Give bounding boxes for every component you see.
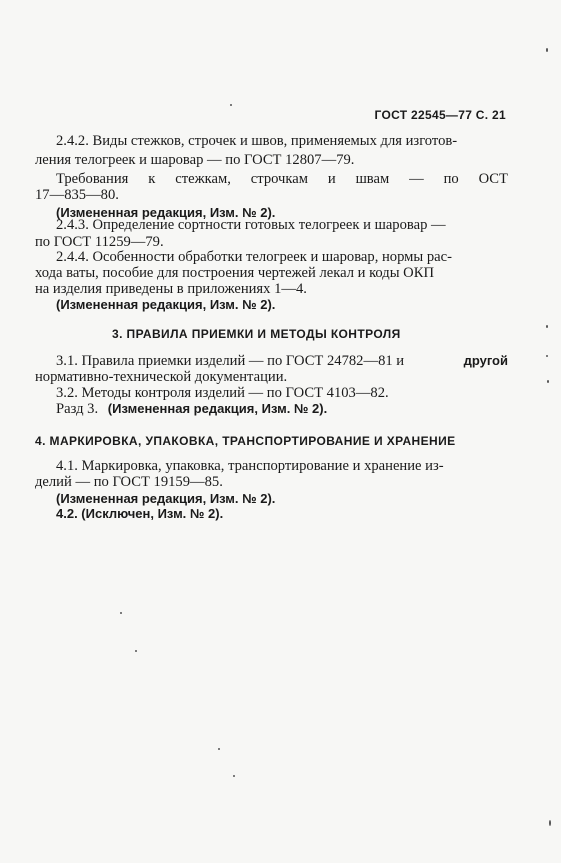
text-line: 2.4.3. Определение сортности готовых телогреек и шаровар —	[56, 217, 446, 233]
amendment-note: (Измененная редакция, Изм. № 2).	[107, 401, 328, 416]
word: к	[148, 171, 156, 187]
amendment-note: (Измененная редакция, Изм. № 2).	[56, 205, 276, 220]
section-heading: 4. МАРКИРОВКА, УПАКОВКА, ТРАНСПОРТИРОВАНИЕ И ХРАНЕНИЕ	[35, 434, 456, 448]
word: стежкам,	[175, 171, 231, 187]
scan-speck	[546, 325, 548, 328]
scan-speck	[547, 380, 549, 383]
text-line: хода ваты, пособие для построения чертежей лекал и коды ОКП	[35, 265, 434, 281]
word: строчкам	[250, 171, 308, 187]
scan-speck	[120, 612, 122, 614]
scan-speck	[549, 820, 551, 826]
text-line: 4.1. Маркировка, упаковка, транспортирование и хранение из-	[56, 458, 444, 474]
word: Требования	[56, 171, 129, 187]
text-line: делий — по ГОСТ 19159—85.	[35, 474, 223, 490]
page-header: ГОСТ 22545—77 С. 21	[374, 108, 506, 122]
scan-speck	[233, 775, 235, 777]
amendment-note: (Измененная редакция, Изм. № 2).	[56, 297, 276, 312]
scan-speck	[230, 104, 232, 106]
text-line: 2.4.4. Особенности обработки телогреек и шаровар, нормы рас-	[56, 249, 452, 265]
scan-speck	[546, 48, 548, 52]
text-line	[56, 400, 327, 418]
word: —	[409, 171, 424, 187]
text-span: другой	[463, 353, 508, 368]
scan-speck	[218, 748, 220, 750]
text-line: 3.2. Методы контроля изделий — по ГОСТ 4103—82.	[56, 385, 389, 401]
text-span: Разд 3.	[56, 401, 99, 417]
amendment-note: 4.2. (Исключен, Изм. № 2).	[56, 506, 224, 521]
text-line: ления телогреек и шаровар — по ГОСТ 12807—79.	[35, 152, 355, 168]
scan-speck	[546, 355, 548, 357]
amendment-note: (Измененная редакция, Изм. № 2).	[56, 491, 276, 506]
text-line: по ГОСТ 11259—79.	[35, 234, 164, 250]
text-line: нормативно-технической документации.	[35, 369, 288, 385]
text-line: 17—835—80.	[35, 187, 119, 203]
text-span: 3.1. Правила приемки изделий — по ГОСТ 24782—81 и	[56, 353, 405, 369]
text-line: 2.4.2. Виды стежков, строчек и швов, применяемых для изготов-	[56, 133, 458, 149]
section-heading: 3. ПРАВИЛА ПРИЕМКИ И МЕТОДЫ КОНТРОЛЯ	[112, 327, 401, 341]
word: по	[443, 171, 459, 187]
text-line	[56, 170, 508, 188]
text-line: на изделия приведены в приложениях 1—4.	[35, 281, 307, 297]
word: ОСТ	[478, 171, 508, 187]
word: швам	[355, 171, 390, 187]
word: и	[327, 171, 336, 187]
scan-speck	[135, 650, 137, 652]
